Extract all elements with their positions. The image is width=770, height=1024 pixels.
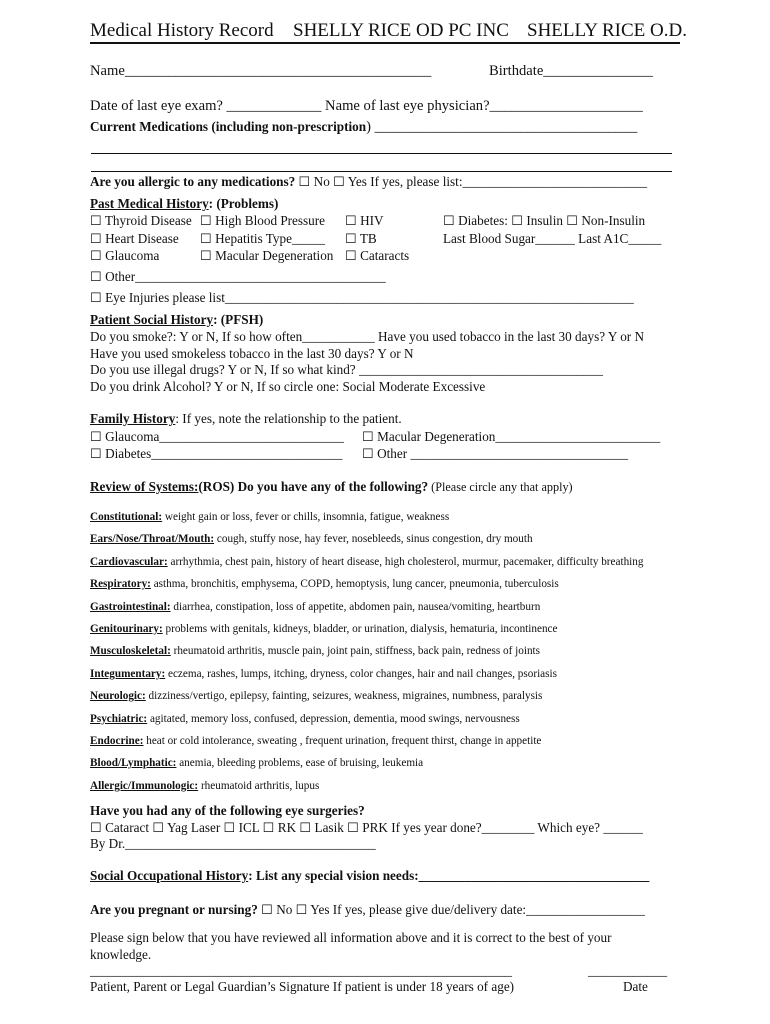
ros-row[interactable]: [90, 557, 643, 568]
family-glaucoma-field[interactable]: ☐ Glaucoma____________________________: [90, 429, 344, 444]
date-label: Date: [623, 979, 648, 994]
checkbox-hiv[interactable]: ☐ HIV: [345, 213, 384, 228]
ros-row[interactable]: [90, 646, 540, 657]
ros-system-label: Integumentary:: [90, 668, 166, 680]
occupational-history-blank: ___________________________________: [418, 868, 650, 883]
past-medical-history-title: Past Medical History: [90, 196, 209, 211]
signature-line[interactable]: ________________________________________________________________: [90, 963, 512, 978]
ros-system-label: Genitourinary:: [90, 623, 163, 635]
ros-symptoms[interactable]: diarrhea, constipation, loss of appetite, abdomen pain, nausea/vomiting, heartburn: [170, 601, 541, 613]
illegal-drugs-question[interactable]: Do you use illegal drugs? Y or N, If so what kind? _____________________________________: [90, 362, 603, 377]
checkbox-heart-disease[interactable]: ☐ Heart Disease: [90, 231, 179, 246]
ros-row[interactable]: [90, 736, 541, 747]
checkbox-diabetes[interactable]: ☐ Diabetes: ☐ Insulin ☐ Non-Insulin: [443, 213, 646, 228]
ros-note: (Please circle any that apply): [428, 480, 573, 494]
attestation-line-2: knowledge.: [90, 947, 152, 962]
occupational-history-question: : List any special vision needs:: [248, 868, 419, 883]
ros-system-label: Cardiovascular:: [90, 556, 168, 568]
checkbox-thyroid-disease[interactable]: ☐ Thyroid Disease: [90, 213, 192, 228]
ros-symptoms[interactable]: problems with genitals, kidneys, bladder, or urination, dialysis, hematuria, incontinence: [162, 623, 558, 635]
ros-system-label: Gastrointestinal:: [90, 601, 171, 613]
ros-symptoms[interactable]: cough, stuffy nose, hay fever, nosebleeds, sinus congestion, dry mouth: [214, 533, 533, 545]
ros-system-label: Ears/Nose/Throat/Mouth:: [90, 533, 215, 545]
checkbox-glaucoma[interactable]: ☐ Glaucoma: [90, 248, 160, 263]
family-other-field[interactable]: ☐ Other _________________________________: [362, 446, 629, 461]
checkbox-other-condition[interactable]: ☐ Other______________________________________: [90, 269, 386, 284]
ros-symptoms[interactable]: agitated, memory loss, confused, depression, dementia, mood swings, nervousness: [147, 713, 520, 725]
ros-row[interactable]: [90, 691, 542, 702]
checkbox-hepatitis-type[interactable]: ☐ Hepatitis Type_____: [200, 231, 325, 246]
current-medications-blank: ____________________________________: [370, 119, 638, 135]
ros-system-label: Allergic/Immunologic:: [90, 780, 199, 792]
surgeon-name-field[interactable]: By Dr.______________________________________: [90, 836, 376, 851]
family-macular-degeneration-field[interactable]: ☐ Macular Degeneration_________________________: [362, 429, 661, 444]
social-history-title: Patient Social History: [90, 312, 214, 327]
family-history-title: Family History: [90, 411, 176, 426]
checkbox-high-blood-pressure[interactable]: ☐ High Blood Pressure: [200, 213, 326, 228]
ros-symptoms[interactable]: rheumatoid arthritis, lupus: [198, 780, 320, 792]
ros-symptoms[interactable]: dizziness/vertigo, epilepsy, fainting, seizures, weakness, migraines, numbness, paralysis: [145, 690, 543, 702]
checkbox-eye-injuries[interactable]: ☐ Eye Injuries please list______________________________________________________________: [90, 290, 634, 305]
allergy-question: [90, 175, 647, 188]
ros-system-label: Musculoskeletal:: [90, 645, 171, 657]
ros-row[interactable]: [90, 602, 540, 613]
last-eye-exam-field[interactable]: Date of last eye exam? _____________ Name of last eye physician?_____________________: [90, 98, 643, 114]
ros-symptoms[interactable]: arrhythmia, chest pain, history of heart disease, high cholesterol, murmur, pacemaker, difficulty breathing: [167, 556, 644, 568]
ros-system-label: Blood/Lymphatic:: [90, 757, 177, 769]
ros-row[interactable]: [90, 714, 520, 725]
family-diabetes-field[interactable]: ☐ Diabetes_____________________________: [90, 446, 343, 461]
pregnancy-question-label: Are you pregnant or nursing?: [90, 902, 258, 917]
blood-sugar-a1c-field[interactable]: Last Blood Sugar______ Last A1C_____: [443, 231, 662, 246]
ros-symptoms[interactable]: eczema, rashes, lumps, itching, dryness, color changes, hair and nail changes, psoriasis: [165, 668, 557, 680]
checkbox-tb[interactable]: ☐ TB: [345, 231, 377, 246]
checkbox-macular-degeneration[interactable]: ☐ Macular Degeneration: [200, 248, 334, 263]
ros-row[interactable]: [90, 758, 423, 769]
name-field[interactable]: Name__________________________________________: [90, 63, 432, 79]
date-line[interactable]: ____________: [588, 963, 668, 978]
signature-label: Patient, Parent or Legal Guardian’s Signature If patient is under 18 years of age): [90, 979, 515, 994]
ros-question: (ROS) Do you have any of the following?: [198, 479, 429, 494]
social-history-heading: [90, 313, 263, 326]
current-medications-paren: ): [366, 119, 371, 135]
ros-heading: [90, 480, 573, 493]
ros-title: Review of Systems:: [90, 479, 199, 494]
ros-system-label: Respiratory:: [90, 578, 151, 590]
ros-symptoms[interactable]: rheumatoid arthritis, muscle pain, joint pain, stiffness, back pain, redness of joints: [170, 645, 541, 657]
eye-surgeries-options[interactable]: ☐ Cataract ☐ Yag Laser ☐ ICL ☐ RK ☐ Lasik ☐ PRK If yes year done?________ Which eye? ______: [90, 820, 643, 835]
checkbox-cataracts[interactable]: ☐ Cataracts: [345, 248, 410, 263]
ros-system-label: Endocrine:: [90, 735, 144, 747]
ros-row[interactable]: [90, 512, 449, 523]
ros-symptoms[interactable]: weight gain or loss, fever or chills, insomnia, fatigue, weakness: [162, 511, 450, 523]
ros-system-label: Neurologic:: [90, 690, 146, 702]
pregnancy-question: [90, 903, 645, 916]
smoking-question[interactable]: Do you smoke?: Y or N, If so how often___________ Have you used tobacco in the last 30 days? Y or N: [90, 329, 645, 344]
practice-name: SHELLY RICE OD PC INC: [293, 20, 509, 41]
ros-row[interactable]: [90, 579, 559, 590]
ros-symptoms[interactable]: asthma, bronchitis, emphysema, COPD, hemoptysis, lung cancer, pneumonia, tuberculosis: [150, 578, 559, 590]
occupational-history-field[interactable]: [90, 869, 649, 882]
doctor-name: SHELLY RICE O.D.: [527, 20, 687, 41]
ros-system-label: Constitutional:: [90, 511, 163, 523]
allergy-question-label: Are you allergic to any medications?: [90, 174, 296, 189]
eye-surgeries-question: Have you had any of the following eye surgeries?: [90, 803, 365, 818]
pregnancy-options[interactable]: ☐ No ☐ Yes If yes, please give due/delivery date:__________________: [257, 902, 645, 917]
social-history-subtitle: : (PFSH): [213, 312, 264, 327]
allergy-options[interactable]: ☐ No ☐ Yes If yes, please list:____________________________: [295, 174, 648, 189]
attestation-line-1: Please sign below that you have reviewed all information above and it is correct to the best of your: [90, 930, 612, 945]
birthdate-field[interactable]: Birthdate_______________: [489, 63, 653, 79]
current-medications-label: Current Medications (including non-prescription: [90, 119, 367, 134]
smokeless-tobacco-question[interactable]: Have you used smokeless tobacco in the last 30 days? Y or N: [90, 346, 414, 361]
alcohol-question[interactable]: Do you drink Alcohol? Y or N, If so circle one: Social Moderate Excessive: [90, 379, 486, 394]
ros-row[interactable]: [90, 624, 557, 635]
past-medical-history-heading: [90, 197, 278, 210]
occupational-history-title: Social Occupational History: [90, 868, 249, 883]
ros-symptoms[interactable]: heat or cold intolerance, sweating , frequent urination, frequent thirst, change in appetite: [143, 735, 542, 747]
current-medications-field[interactable]: [90, 120, 637, 135]
family-history-subtitle: : If yes, note the relationship to the patient.: [175, 411, 402, 426]
medications-blank-line-1[interactable]: [91, 153, 672, 154]
ros-system-label: Psychiatric:: [90, 713, 148, 725]
past-medical-history-subtitle: : (Problems): [208, 196, 279, 211]
ros-row[interactable]: [90, 669, 557, 680]
ros-symptoms[interactable]: anemia, bleeding problems, ease of bruising, leukemia: [176, 757, 424, 769]
header-rule: [90, 42, 680, 44]
form-title: Medical History Record: [90, 20, 274, 41]
family-history-heading: [90, 412, 402, 425]
ros-row[interactable]: [90, 781, 319, 792]
medications-blank-line-2[interactable]: [91, 171, 672, 172]
ros-row[interactable]: [90, 534, 533, 545]
